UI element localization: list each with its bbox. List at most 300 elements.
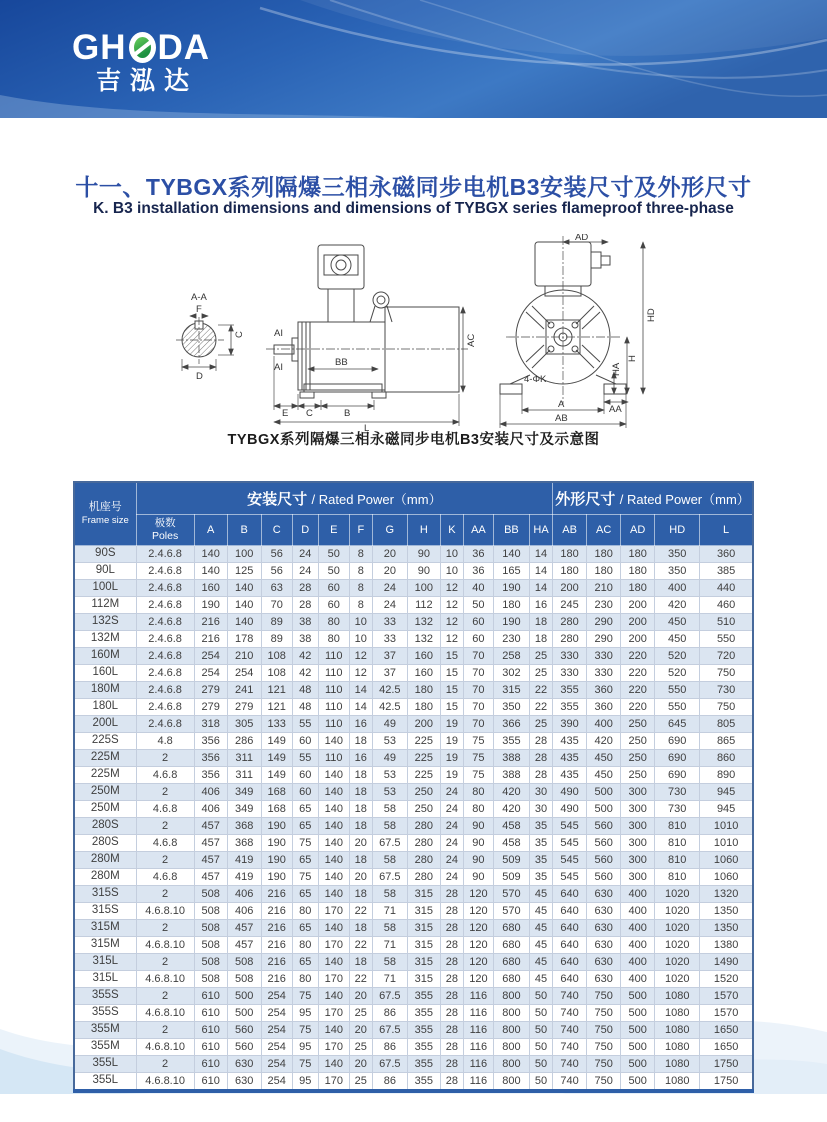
dimension-cell: 302 xyxy=(493,665,529,682)
dim-label-ab: AB xyxy=(555,413,568,424)
dimension-cell: 36 xyxy=(463,546,493,563)
dimension-cell: 42.5 xyxy=(372,699,407,716)
dimension-cell: 1750 xyxy=(700,1056,753,1073)
dimension-cell: 35 xyxy=(529,835,552,852)
dimension-cell: 450 xyxy=(587,767,621,784)
table-row xyxy=(74,665,753,682)
dimension-cell: 349 xyxy=(227,801,261,818)
dimension-cell: 1020 xyxy=(655,954,700,971)
dimension-cell: 50 xyxy=(318,563,349,580)
table-row xyxy=(74,1022,753,1039)
dimension-cell: 120 xyxy=(463,954,493,971)
frame-size-cell: 355S xyxy=(74,988,136,1005)
dimension-cell: 400 xyxy=(621,920,655,937)
dimension-cell: 750 xyxy=(587,1073,621,1092)
dimension-cell: 435 xyxy=(553,733,587,750)
poles-header-en: Poles xyxy=(151,530,179,542)
diagram-caption: TYBGX系列隔爆三相永磁同步电机B3安装尺寸及示意图 xyxy=(227,432,600,448)
dimension-cell: 20 xyxy=(349,1056,372,1073)
dimension-cell: 435 xyxy=(553,767,587,784)
dimension-cell: 24 xyxy=(440,852,463,869)
dimension-cell: 216 xyxy=(261,903,292,920)
dimension-cell: 225 xyxy=(407,750,440,767)
dimension-cell: 28 xyxy=(529,767,552,784)
table-row xyxy=(74,546,753,563)
frame-size-cell: 250M xyxy=(74,784,136,801)
motor-side-view xyxy=(266,245,477,432)
dimension-cell: 730 xyxy=(655,784,700,801)
dimension-cell: 45 xyxy=(529,886,552,903)
dimension-cell: 25 xyxy=(529,648,552,665)
dimension-cell: 690 xyxy=(655,767,700,784)
dimension-cell: 140 xyxy=(318,1056,349,1073)
dimension-cell: 20 xyxy=(349,988,372,1005)
dimension-cell: 110 xyxy=(318,716,349,733)
poles-cell: 2 xyxy=(136,750,194,767)
dimension-cell: 58 xyxy=(372,801,407,818)
poles-cell: 4.6.8.10 xyxy=(136,1005,194,1022)
table-row xyxy=(74,869,753,886)
dimension-cell: 406 xyxy=(227,886,261,903)
dimension-cell: 350 xyxy=(655,563,700,580)
dimension-cell: 20 xyxy=(349,869,372,886)
dimension-cell: 810 xyxy=(655,852,700,869)
table-row xyxy=(74,1005,753,1022)
dimension-cell: 180 xyxy=(621,563,655,580)
dimension-cell: 24 xyxy=(292,546,318,563)
dimension-cell: 230 xyxy=(493,631,529,648)
dimension-cell: 67.5 xyxy=(372,835,407,852)
table-row xyxy=(74,1039,753,1056)
dimension-cell: 800 xyxy=(493,1022,529,1039)
dimension-cell: 1020 xyxy=(655,903,700,920)
dimension-cell: 50 xyxy=(529,1073,552,1092)
poles-header xyxy=(136,515,194,546)
dimension-cell: 50 xyxy=(529,1005,552,1022)
dimension-cell: 30 xyxy=(529,784,552,801)
dimension-cell: 15 xyxy=(440,699,463,716)
dimension-cell: 406 xyxy=(227,903,261,920)
dimension-cell: 35 xyxy=(529,852,552,869)
dimension-cell: 18 xyxy=(349,801,372,818)
dimension-cell: 120 xyxy=(463,937,493,954)
frame-size-cell: 225S xyxy=(74,733,136,750)
dimension-cell: 216 xyxy=(194,614,227,631)
dimension-cell: 368 xyxy=(227,835,261,852)
dimension-cell: 311 xyxy=(227,750,261,767)
dimension-cell: 610 xyxy=(194,1039,227,1056)
dimension-cell: 500 xyxy=(621,1073,655,1092)
poles-cell: 4.6.8 xyxy=(136,767,194,784)
dimension-cell: 640 xyxy=(553,971,587,988)
dimension-cell: 315 xyxy=(407,886,440,903)
dimension-cell: 8 xyxy=(349,580,372,597)
dimension-cell: 67.5 xyxy=(372,869,407,886)
outline-dims-group-header xyxy=(553,482,753,515)
frame-size-cell: 315L xyxy=(74,971,136,988)
dimension-cell: 508 xyxy=(194,937,227,954)
dimension-cell: 355 xyxy=(553,699,587,716)
dimension-cell: 740 xyxy=(553,1073,587,1092)
dimension-cell: 90 xyxy=(407,563,440,580)
dimension-cell: 630 xyxy=(587,937,621,954)
dimension-cell: 8 xyxy=(349,546,372,563)
dimension-cell: 508 xyxy=(194,886,227,903)
dimension-cell: 220 xyxy=(621,682,655,699)
dimension-cell: 560 xyxy=(587,869,621,886)
dimension-cell: 24 xyxy=(372,580,407,597)
dimension-cell: 216 xyxy=(261,886,292,903)
dimension-cell: 750 xyxy=(587,1022,621,1039)
dimension-cell: 630 xyxy=(227,1073,261,1092)
dimension-cell: 419 xyxy=(227,852,261,869)
dimension-cell: 280 xyxy=(407,869,440,886)
dimension-cell: 180 xyxy=(553,546,587,563)
dim-label-h: H xyxy=(627,355,638,362)
dimension-cell: 58 xyxy=(372,852,407,869)
dimension-cell: 140 xyxy=(318,852,349,869)
dimension-cell: 460 xyxy=(700,597,753,614)
dimension-cell: 1520 xyxy=(700,971,753,988)
dimension-cell: 645 xyxy=(655,716,700,733)
dimension-cell: 440 xyxy=(700,580,753,597)
dimension-cell: 200 xyxy=(621,597,655,614)
dimension-cell: 140 xyxy=(318,920,349,937)
dimension-cell: 241 xyxy=(227,682,261,699)
poles-cell: 2 xyxy=(136,920,194,937)
dimension-cell: 490 xyxy=(553,801,587,818)
dimension-cell: 18 xyxy=(349,767,372,784)
dimension-cell: 1490 xyxy=(700,954,753,971)
dim-label-l: L xyxy=(364,423,370,432)
dimension-cell: 610 xyxy=(194,1073,227,1092)
dimension-cell: 30 xyxy=(529,801,552,818)
dimension-cell: 28 xyxy=(440,988,463,1005)
dimension-cell: 140 xyxy=(318,1022,349,1039)
dimension-cell: 210 xyxy=(587,580,621,597)
dimension-cell: 250 xyxy=(621,750,655,767)
dimension-cell: 100 xyxy=(227,546,261,563)
dimension-cell: 200 xyxy=(407,716,440,733)
dimension-cell: 945 xyxy=(700,784,753,801)
col-header-bb: BB xyxy=(493,515,529,546)
poles-cell: 2 xyxy=(136,1056,194,1073)
dimension-cell: 500 xyxy=(621,1039,655,1056)
dimension-cell: 630 xyxy=(587,903,621,920)
dimension-cell: 28 xyxy=(292,597,318,614)
dimension-cell: 190 xyxy=(493,580,529,597)
dimension-cell: 500 xyxy=(621,1056,655,1073)
dim-label-e: E xyxy=(282,408,289,419)
dimension-cell: 19 xyxy=(440,767,463,784)
dimension-cell: 19 xyxy=(440,750,463,767)
brand-logo xyxy=(72,30,210,94)
dimension-cell: 280 xyxy=(407,818,440,835)
dimension-cell: 121 xyxy=(261,699,292,716)
dimension-cell: 19 xyxy=(440,716,463,733)
dimension-cell: 120 xyxy=(463,886,493,903)
frame-size-cell: 355M xyxy=(74,1039,136,1056)
dimension-cell: 140 xyxy=(227,597,261,614)
poles-cell: 2 xyxy=(136,1022,194,1039)
dimension-cell: 14 xyxy=(349,699,372,716)
dimension-cell: 18 xyxy=(349,733,372,750)
frame-size-cell: 250M xyxy=(74,801,136,818)
dimension-cell: 508 xyxy=(227,971,261,988)
dimension-cell: 12 xyxy=(440,631,463,648)
dimension-cell: 70 xyxy=(463,716,493,733)
dimension-cell: 300 xyxy=(621,818,655,835)
dimension-cell: 28 xyxy=(440,1056,463,1073)
dimension-cell: 89 xyxy=(261,631,292,648)
dimension-cell: 71 xyxy=(372,971,407,988)
dimension-cell: 550 xyxy=(655,682,700,699)
dimension-cell: 350 xyxy=(493,699,529,716)
frame-size-cell: 315S xyxy=(74,886,136,903)
dimension-cell: 180 xyxy=(621,546,655,563)
dimension-cell: 500 xyxy=(621,1022,655,1039)
dimension-cell: 71 xyxy=(372,903,407,920)
col-header-b: B xyxy=(227,515,261,546)
dimension-cell: 560 xyxy=(227,1022,261,1039)
dimension-cell: 42 xyxy=(292,648,318,665)
dimension-cell: 508 xyxy=(194,971,227,988)
dimension-cell: 509 xyxy=(493,869,529,886)
dimension-cell: 508 xyxy=(194,954,227,971)
dimension-cell: 280 xyxy=(407,852,440,869)
dimension-cell: 800 xyxy=(493,1056,529,1073)
dimension-cell: 42 xyxy=(292,665,318,682)
dimension-cell: 286 xyxy=(227,733,261,750)
dimension-cell: 120 xyxy=(463,971,493,988)
dimension-cell: 24 xyxy=(440,818,463,835)
dimension-cell: 120 xyxy=(463,920,493,937)
dimension-cell: 360 xyxy=(587,699,621,716)
dimension-cell: 560 xyxy=(587,835,621,852)
dimension-cell: 67.5 xyxy=(372,1056,407,1073)
dimension-cell: 356 xyxy=(194,733,227,750)
dimension-cell: 10 xyxy=(440,563,463,580)
dimension-cell: 1380 xyxy=(700,937,753,954)
dimension-cell: 740 xyxy=(553,1022,587,1039)
dimension-cell: 160 xyxy=(407,665,440,682)
dimension-cell: 58 xyxy=(372,954,407,971)
dimension-cell: 406 xyxy=(194,801,227,818)
dimension-cell: 116 xyxy=(463,1022,493,1039)
dimension-cell: 500 xyxy=(587,801,621,818)
dimension-cell: 190 xyxy=(261,852,292,869)
dimension-cell: 190 xyxy=(261,818,292,835)
dimension-cell: 140 xyxy=(318,886,349,903)
dimension-cell: 16 xyxy=(349,750,372,767)
dimension-cell: 18 xyxy=(349,818,372,835)
dimension-cell: 28 xyxy=(440,1005,463,1022)
dimension-cell: 108 xyxy=(261,665,292,682)
dimension-cell: 740 xyxy=(553,988,587,1005)
dimension-cell: 560 xyxy=(587,818,621,835)
dimension-cell: 1060 xyxy=(700,852,753,869)
page-title: 十一、TYBGX系列隔爆三相永磁同步电机B3安装尺寸及外形尺寸 xyxy=(75,174,752,200)
dimension-cell: 12 xyxy=(440,597,463,614)
dimension-cell: 750 xyxy=(587,988,621,1005)
dimension-cell: 15 xyxy=(440,648,463,665)
dimension-cell: 100 xyxy=(407,580,440,597)
dimension-cell: 250 xyxy=(621,733,655,750)
dimension-cell: 90 xyxy=(463,835,493,852)
dimension-cell: 500 xyxy=(621,1005,655,1022)
frame-size-cell: 132M xyxy=(74,631,136,648)
dimension-cell: 25 xyxy=(529,716,552,733)
table-row xyxy=(74,750,753,767)
dimension-cell: 210 xyxy=(227,648,261,665)
dimension-cell: 95 xyxy=(292,1073,318,1092)
dimension-cell: 116 xyxy=(463,1056,493,1073)
dimension-cell: 15 xyxy=(440,665,463,682)
dimension-cell: 22 xyxy=(349,937,372,954)
poles-cell: 2 xyxy=(136,886,194,903)
col-header-l: L xyxy=(700,515,753,546)
dimensions-table-wrap xyxy=(73,481,756,1093)
dimension-cell: 360 xyxy=(700,546,753,563)
dimension-cell: 35 xyxy=(529,869,552,886)
installation-dims-group-header xyxy=(136,482,553,515)
dimension-cell: 25 xyxy=(529,665,552,682)
poles-cell: 4.6.8 xyxy=(136,869,194,886)
dimension-cell: 315 xyxy=(407,903,440,920)
dimension-cell: 230 xyxy=(587,597,621,614)
dimension-cell: 1060 xyxy=(700,869,753,886)
dimension-cell: 457 xyxy=(194,852,227,869)
dimension-cell: 140 xyxy=(227,580,261,597)
dimension-cell: 254 xyxy=(194,648,227,665)
dimension-cell: 280 xyxy=(553,631,587,648)
dimension-cell: 70 xyxy=(463,699,493,716)
brand-text-right: DA xyxy=(157,28,211,67)
dimension-cell: 24 xyxy=(372,597,407,614)
frame-size-cell: 280M xyxy=(74,869,136,886)
dimension-cell: 800 xyxy=(493,1073,529,1092)
dimension-cell: 38 xyxy=(292,614,318,631)
dimension-cell: 800 xyxy=(493,1005,529,1022)
dimension-cell: 24 xyxy=(440,835,463,852)
dimension-cell: 545 xyxy=(553,852,587,869)
dimension-cell: 80 xyxy=(292,903,318,920)
dimension-cell: 810 xyxy=(655,869,700,886)
dimension-cell: 750 xyxy=(700,699,753,716)
dimension-cell: 250 xyxy=(621,716,655,733)
dimension-cell: 1020 xyxy=(655,886,700,903)
dimension-cell: 28 xyxy=(440,1073,463,1092)
table-row xyxy=(74,580,753,597)
dimension-cell: 28 xyxy=(529,733,552,750)
installation-dims-cn: 安装尺寸 xyxy=(247,491,308,508)
dimension-cell: 330 xyxy=(587,648,621,665)
poles-cell: 2.4.6.8 xyxy=(136,682,194,699)
table-row xyxy=(74,801,753,818)
table-row xyxy=(74,886,753,903)
dimension-cell: 18 xyxy=(529,614,552,631)
dimension-cell: 1650 xyxy=(700,1022,753,1039)
dimension-cell: 18 xyxy=(349,852,372,869)
dimension-cell: 36 xyxy=(463,563,493,580)
poles-cell: 4.6.8.10 xyxy=(136,1039,194,1056)
dimension-cell: 640 xyxy=(553,954,587,971)
dimension-cell: 610 xyxy=(194,988,227,1005)
col-header-c: C xyxy=(261,515,292,546)
dimension-cell: 216 xyxy=(261,954,292,971)
dimension-cell: 18 xyxy=(349,954,372,971)
dimension-cell: 60 xyxy=(318,580,349,597)
dimension-cell: 545 xyxy=(553,869,587,886)
table-row xyxy=(74,988,753,1005)
dim-label-aa: AA xyxy=(609,404,622,415)
dimension-cell: 500 xyxy=(227,988,261,1005)
dimension-cell: 279 xyxy=(194,682,227,699)
dimension-cell: 435 xyxy=(553,750,587,767)
dimension-cell: 200 xyxy=(621,631,655,648)
dimension-cell: 12 xyxy=(349,648,372,665)
dimension-cell: 18 xyxy=(349,886,372,903)
header-banner xyxy=(0,0,827,118)
dimension-cell: 89 xyxy=(261,614,292,631)
dimension-cell: 18 xyxy=(529,631,552,648)
dimension-cell: 420 xyxy=(493,784,529,801)
dimension-cell: 80 xyxy=(318,614,349,631)
dimension-cell: 280 xyxy=(407,835,440,852)
dimension-cell: 225 xyxy=(407,767,440,784)
dimension-cell: 305 xyxy=(227,716,261,733)
dimension-cell: 356 xyxy=(194,750,227,767)
dimension-cell: 22 xyxy=(349,971,372,988)
dimension-cell: 1350 xyxy=(700,920,753,937)
dimension-cell: 58 xyxy=(372,920,407,937)
dimension-cell: 500 xyxy=(587,784,621,801)
dimension-cell: 810 xyxy=(655,818,700,835)
dimension-cell: 28 xyxy=(440,954,463,971)
dimension-cell: 290 xyxy=(587,614,621,631)
col-header-hd: HD xyxy=(655,515,700,546)
section-label: A-A xyxy=(191,292,207,303)
dimension-cell: 458 xyxy=(493,818,529,835)
dimension-cell: 133 xyxy=(261,716,292,733)
poles-cell: 2.4.6.8 xyxy=(136,597,194,614)
dimension-cell: 24 xyxy=(440,784,463,801)
dimension-cell: 216 xyxy=(261,920,292,937)
frame-size-cell: 160M xyxy=(74,648,136,665)
frame-size-header-cn: 机座号 xyxy=(88,501,122,514)
dimension-cell: 245 xyxy=(553,597,587,614)
dimension-cell: 8 xyxy=(349,563,372,580)
dimension-cell: 216 xyxy=(261,937,292,954)
dimension-cell: 1080 xyxy=(655,1039,700,1056)
dimension-cell: 545 xyxy=(553,818,587,835)
dimension-cell: 640 xyxy=(553,920,587,937)
dimension-cell: 160 xyxy=(194,580,227,597)
dimension-cell: 55 xyxy=(292,750,318,767)
dimension-cell: 450 xyxy=(655,631,700,648)
col-header-ha: HA xyxy=(529,515,552,546)
dimension-cell: 1080 xyxy=(655,1056,700,1073)
poles-cell: 4.6.8.10 xyxy=(136,903,194,920)
dimension-cell: 508 xyxy=(194,920,227,937)
dimension-cell: 1650 xyxy=(700,1039,753,1056)
dimension-cell: 225 xyxy=(407,733,440,750)
frame-size-cell: 355M xyxy=(74,1022,136,1039)
dimension-cell: 71 xyxy=(372,937,407,954)
dimension-cell: 110 xyxy=(318,750,349,767)
dimension-cell: 19 xyxy=(440,733,463,750)
dimension-cell: 170 xyxy=(318,937,349,954)
